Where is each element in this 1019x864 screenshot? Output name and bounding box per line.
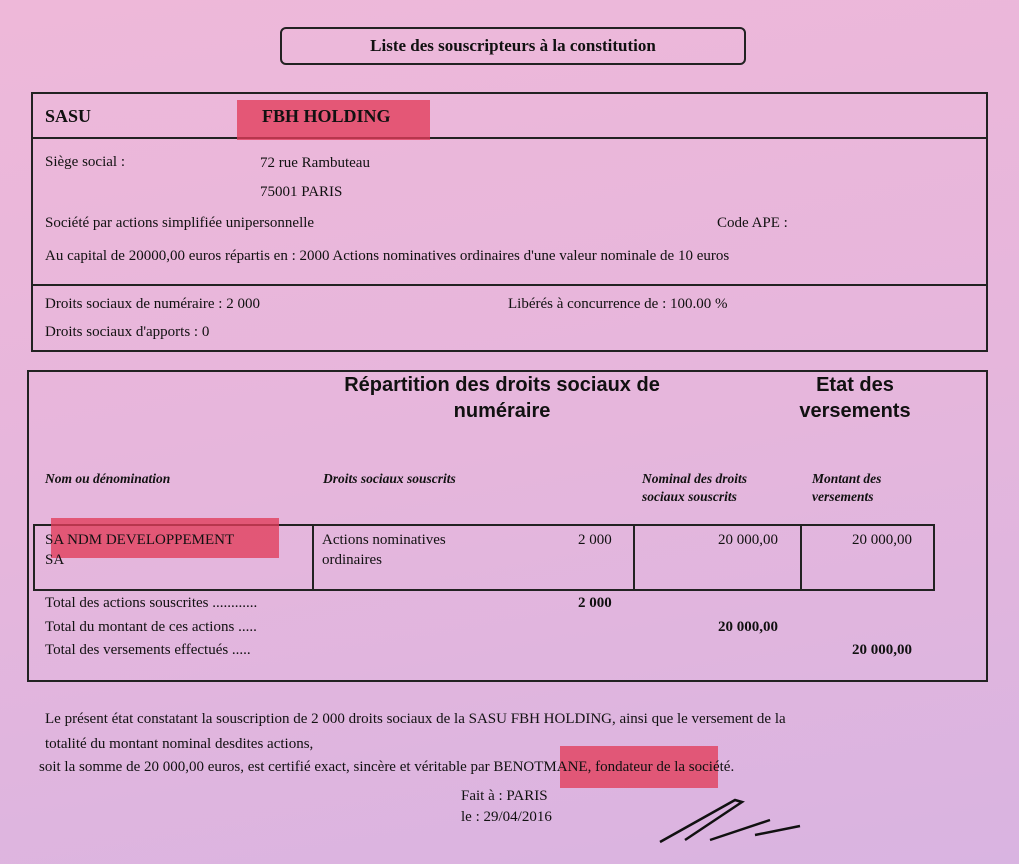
text: fondateur de la société. <box>591 759 735 775</box>
heading-line: Répartition des droits sociaux de <box>344 374 660 396</box>
address-line2: 75001 PARIS <box>260 184 343 200</box>
total-value: 20 000,00 <box>718 619 778 635</box>
header-line: sociaux souscrits <box>642 489 737 504</box>
ape-label: Code APE : <box>717 215 788 231</box>
siege-label: Siège social : <box>45 154 125 170</box>
heading-line: numéraire <box>453 400 551 422</box>
capital-text: Au capital de 20000,00 euros répartis en : 2000 Actions nominatives ordinaires d'une valeur nominale de 10 euros <box>45 248 730 264</box>
footer-line3 <box>39 759 734 776</box>
header-line: Nominal des droits <box>642 471 748 486</box>
apports: Droits sociaux d'apports : 0 <box>45 324 210 340</box>
total-label: Total des versements effectués ..... <box>45 642 251 658</box>
total-value: 2 000 <box>578 595 612 611</box>
heading-line: versements <box>799 400 911 422</box>
divider <box>31 137 986 139</box>
document-title: Liste des souscripteurs à la constitution <box>370 36 656 55</box>
versements-heading <box>780 372 930 424</box>
header-line: Montant des <box>812 471 882 486</box>
numeraire: Droits sociaux de numéraire : 2 000 <box>45 296 260 312</box>
title-box <box>280 27 746 65</box>
col-header-montant <box>812 470 881 506</box>
share-type: Actions nominatives <box>322 532 446 548</box>
text: soit la somme de 20 000,00 euros, est certifié exact, sincère et véritable par <box>39 759 494 775</box>
total-label: Total des actions souscrites ............ <box>45 595 258 611</box>
col-header-nominal <box>642 470 747 506</box>
company-name: FBH HOLDING <box>262 106 391 126</box>
header-line: versements <box>812 489 874 504</box>
date: le : 29/04/2016 <box>461 809 552 825</box>
share-type-2: ordinaires <box>322 552 382 568</box>
total-label: Total du montant de ces actions ..... <box>45 619 257 635</box>
divider <box>31 284 986 286</box>
share-count: 2 000 <box>578 532 612 548</box>
col-header-droits: Droits sociaux souscrits <box>323 471 456 486</box>
company-form: SASU <box>45 106 92 126</box>
company-type: Société par actions simplifiée unipersonnelle <box>45 215 315 231</box>
total-value: 20 000,00 <box>852 642 912 658</box>
footer-line1: Le présent état constatant la souscription de 2 000 droits sociaux de la SASU FBH HOLDING, ainsi que le versement de la <box>45 711 786 727</box>
montant-value: 20 000,00 <box>852 532 912 548</box>
liberes: Libérés à concurrence de : 100.00 % <box>508 296 728 312</box>
heading-line: Etat des <box>816 374 894 396</box>
subscriber-name: SA NDM DEVELOPPEMENT <box>45 532 235 548</box>
signature <box>640 790 820 850</box>
place: Fait à : PARIS <box>461 788 548 804</box>
nominal-value: 20 000,00 <box>718 532 778 548</box>
founder-name: BENOTMANE, <box>493 759 592 775</box>
address-line1: 72 rue Rambuteau <box>260 155 370 171</box>
footer-line2: totalité du montant nominal desdites actions, <box>45 736 314 752</box>
col-header-name: Nom ou dénomination <box>45 471 171 486</box>
section-heading <box>300 372 704 424</box>
subscriber-form: SA <box>45 552 65 568</box>
